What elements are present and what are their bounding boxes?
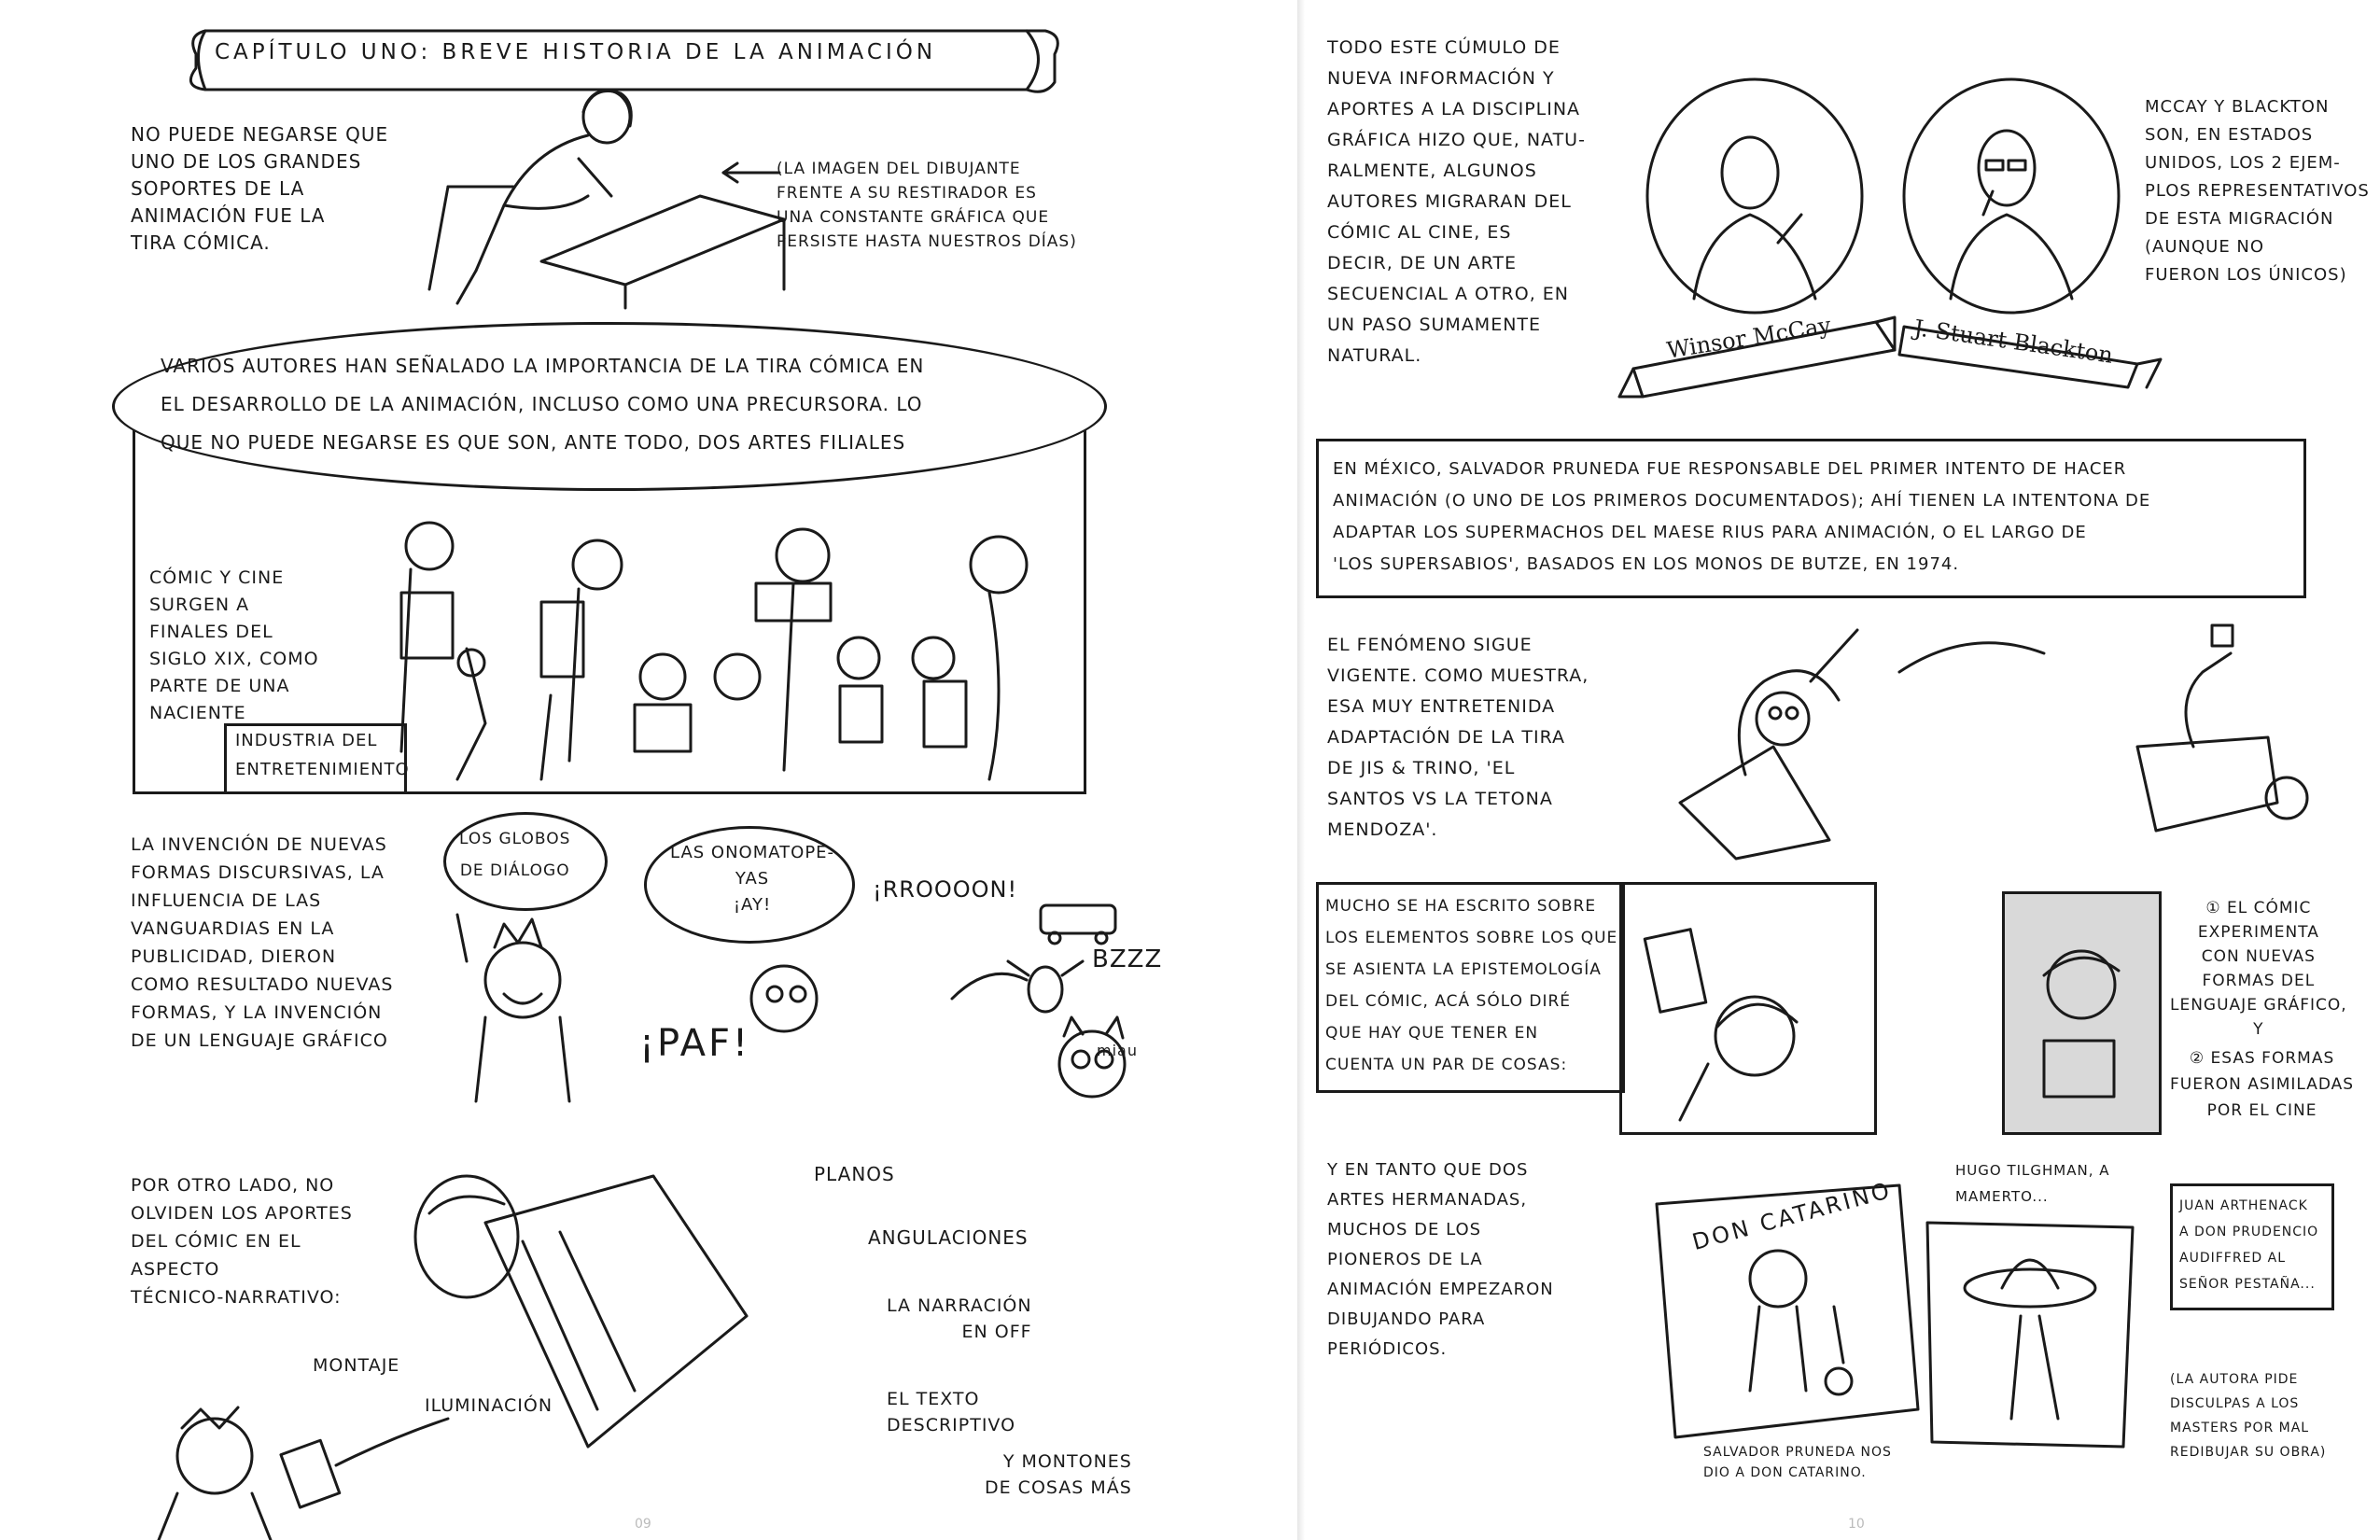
label-iluminacion: ILUMINACIÓN [425, 1395, 553, 1416]
label-planos: PLANOS [814, 1163, 895, 1185]
label-narracion-off: LA NARRACIÓN EN OFF [887, 1295, 1032, 1342]
winsor-mccay-portrait [1638, 75, 1871, 345]
blackton-name: J. Stuart Blackton [1912, 315, 2115, 369]
kids-sound-effects-drawing [467, 905, 1139, 1111]
left-page [112, 0, 1185, 1540]
tilghman-text: HUGO TILGHMAN, A MAMERTO... [1955, 1162, 2110, 1205]
mccay-blackton-text: MCCAY Y BLACKTON SON, EN ESTADOS UNIDOS, LOS 2 EJEM- PLOS REPRESENTATIVOS DE ESTA MIGRACIÓN (AUNQUE NO FUERON LOS ÚNICOS) [2145, 97, 2370, 285]
stuart-blackton-portrait [1895, 75, 2128, 345]
speech-main-text: VARIOS AUTORES HAN SEÑALADO LA IMPORTANCIA DE LA TIRA CÓMICA EN EL DESARROLLO DE LA ANIMACIÓN, INCLUSO COMO UNA PRECURSORA. LO QUE NO PUEDE NEGARSE ES QUE SON, ANTE TODO, DOS ARTES FILIALES [161, 355, 925, 454]
disculpas-text: (LA AUTORA PIDE DISCULPAS A LOS MASTERS POR MAL REDIBUJAR SU OBRA) [2170, 1372, 2327, 1460]
hermanadas-text: Y EN TANTO QUE DOS ARTES HERMANADAS, MUCHOS DE LOS PIONEROS DE LA ANIMACIÓN EMPEZARON DIBUJANDO PARA PERIÓDICOS. [1327, 1160, 1554, 1359]
santos-vs-tetona-drawing [1671, 616, 2324, 859]
pruneda-caption: SALVADOR PRUNEDA NOS DIO A DON CATARINO. [1703, 1445, 1892, 1480]
sfx-paf: ¡PAF! [639, 1022, 751, 1065]
invencion-text: LA INVENCIÓN DE NUEVAS FORMAS DISCURSIVAS, LA INFLUENCIA DE LAS VANGUARDIAS EN LA PUBLICIDAD, DIERON COMO RESULTADO NUEVAS FORMAS, Y LA INVENCIÓN DE UN LENGUAJE GRÁFICO [131, 834, 394, 1051]
cumulo-text: TODO ESTE CÚMULO DE NUEVA INFORMACIÓN Y APORTES A LA DISCIPLINA GRÁFICA HIZO QUE, NATU- RALMENTE, ALGUNOS AUTORES MIGRARAN DEL CÓMIC AL CINE, ES DECIR, DE UN ARTE SECUENCIAL A OTRO, EN UN PASO SUMAMENTE NATURAL. [1327, 37, 1586, 366]
page-number-left: 09 [635, 1517, 651, 1532]
chapter-title: CAPÍTULO UNO: BREVE HISTORIA DE LA ANIMACIÓN [215, 40, 937, 64]
sfx-miau: miau [1097, 1042, 1138, 1059]
aportes-text: POR OTRO LADO, NO OLVIDEN LOS APORTES DEL CÓMIC EN EL ASPECTO TÉCNICO-NARRATIVO: [131, 1175, 353, 1308]
page-gutter [1297, 0, 1305, 1540]
label-angulaciones: ANGULACIONES [868, 1226, 1029, 1249]
punto2-text: ② ESAS FORMAS FUERON ASIMILADAS POR EL CINE [2170, 1049, 2355, 1120]
mamerto-drawing [1918, 1213, 2142, 1456]
industria-label: INDUSTRIA DEL ENTRETENIMIENTO [235, 731, 410, 779]
page-number-right: 10 [1848, 1517, 1865, 1532]
technical-narrative-drawing [149, 1129, 821, 1540]
fenomeno-text: EL FENÓMENO SIGUE VIGENTE. COMO MUESTRA, ESA MUY ENTRETENIDA ADAPTACIÓN DE LA TIRA DE JIS & TRINO, 'EL SANTOS VS LA TETONA MENDOZA'. [1327, 635, 1589, 840]
epistemologia-text: MUCHO SE HA ESCRITO SOBRE LOS ELEMENTOS SOBRE LOS QUE SE ASIENTA LA EPISTEMOLOGÍA DEL CÓMIC, ACÁ SÓLO DIRÉ QUE HAY QUE TENER EN CUENTA UN PAR DE COSAS: [1325, 897, 1618, 1074]
label-montones: Y MONTONES DE COSAS MÁS [985, 1451, 1132, 1498]
reader-shaded-drawing [2007, 910, 2156, 1125]
sfx-rooon: ¡RROOOON! [873, 876, 1018, 903]
mexico-text: EN MÉXICO, SALVADOR PRUNEDA FUE RESPONSABLE DEL PRIMER INTENTO DE HACER ANIMACIÓN (O UNO DE LOS PRIMEROS DOCUMENTADOS); AHÍ TIENEN LA INTENTONA DE ADAPTAR LOS SUPERMACHOS DEL MAESE RIUS PARA ANIMACIÓN, O EL LARGO DE 'LOS SUPERSABIOS', BASADOS EN LOS MONOS DE BUTZE, EN 1974. [1333, 459, 2151, 574]
arthenack-text: JUAN ARTHENACK A DON PRUDENCIO AUDIFFRED AL SEÑOR PESTAÑA... [2179, 1198, 2319, 1292]
artist-note: (LA IMAGEN DEL DIBUJANTE FRENTE A SU RESTIRADOR ES UNA CONSTANTE GRÁFICA QUE PERSISTE HASTA NUESTROS DÍAS) [777, 160, 1077, 251]
bubble-onomatopeyas-text: LAS ONOMATOPE- YAS ¡AY! [670, 843, 835, 915]
label-montaje: MONTAJE [313, 1355, 400, 1376]
arrow-left-icon [719, 159, 784, 187]
don-catarino-title: DON CATARINO [1689, 1176, 1895, 1256]
punto1-text: ① EL CÓMIC EXPERIMENTA CON NUEVAS FORMAS DEL LENGUAJE GRÁFICO, Y [2170, 899, 2347, 1039]
comic-cine-text: CÓMIC Y CINE SURGEN A FINALES DEL SIGLO XIX, COMO PARTE DE UNA NACIENTE [149, 567, 319, 723]
intro-text: NO PUEDE NEGARSE QUE UNO DE LOS GRANDES SOPORTES DE LA ANIMACIÓN FUE LA TIRA CÓMICA. [131, 123, 389, 254]
right-page [1297, 0, 2380, 1540]
crowd-reading-comics-drawing [355, 509, 1083, 789]
label-texto-descriptivo: EL TEXTO DESCRIPTIVO [887, 1389, 1016, 1435]
sfx-bzzz: BZZZ [1092, 945, 1163, 973]
reader-with-comic-drawing [1624, 896, 1867, 1120]
bubble-globos-text: LOS GLOBOS DE DIÁLOGO [459, 830, 571, 880]
mccay-name: Winsor McCay [1664, 312, 1833, 364]
